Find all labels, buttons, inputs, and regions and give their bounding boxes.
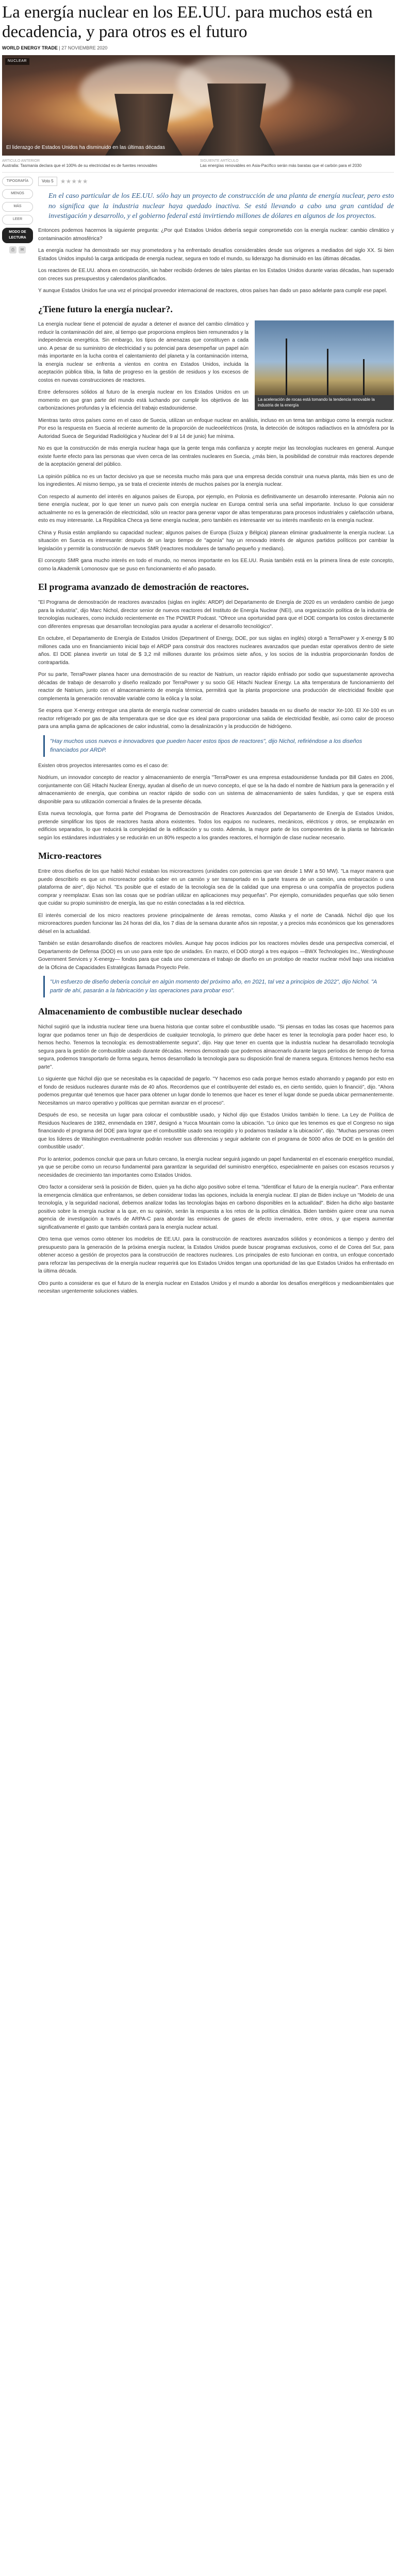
paragraph: Entre otros diseños de los que habló Nichol estaban los microreactores (unidades con potencias que van desde 1 MW a 50 MW). "La mayor manera que puedo describirlo es que un microreactor podría caber en un camión y ser transportado en la parte trasera de un camión, una embarcación o una plataforma de aire", dijo Nichol. "Es posible que el estado de la tecnología sea de la calidad que una empresa o una compañía de proyectos pudiera comprar y reemplazar. Esas son las cosas que se podrían utilizar en aplicaciones muy pequeñas". Por ejemplo, comunidades pequeñas que sólo tienen que cuidar su propio suministro de energía, las que no están conectadas a la red eléctrica. [38,869,394,907]
hero-category-tag[interactable]: NUCLEAR [5,58,29,65]
figure-caption: La aceleración de rocas está tomando la tendencia renovable la industria de la energía [255,395,394,410]
paragraph: Otro factor a considerar será la posición de Biden, quien ya ha dicho algo positivo sobre el tema. "Identificar el futuro de la energía nuclear". Para enfrentar la emergencia climática que enfrentamos, se deben considerar todas las opciones, incluida la energía nuclear. El plan de Biden incluye un "Modelo de una tecnología, y la seguridad nacional, debemos analizar todas las tecnologías bajas en carbono disponibles en la actualidad". Biden ha dicho algo bastante positivo sobre la energía nuclear a la que, en su opinión, serán la respuesta a los retos de la política climática. Biden también quiere crear una nueva agencia de investigación a través de ARPA-C para abordar las emisiones de gases de efecto invernadero, entre otros, y que espera aumentar significativamente el gasto que también contará para la energía nuclear actual. [38,1184,394,1230]
article-source[interactable]: WORLD ENERGY TRADE [2,45,58,51]
next-article-title[interactable]: Las energías renovables en Asia-Pacífico serán más baratas que el carbón para el 2030 [200,163,362,168]
hero-caption: El liderazgo de Estados Unidos ha disminuido en las últimas décadas [6,144,165,150]
print-icon[interactable]: ⎙ [9,246,16,253]
pylon-shape [286,338,287,395]
paragraph: Otro punto a considerar es que el futuro de la energía nuclear en Estados Unidos y el mundo a abordar los desafíos energéticos y medioambientales que necesitan urgentemente soluciones viables. [38,1280,394,1295]
paragraph: También se están desarrollando diseños de reactores móviles. Aunque hay pocos indicios por los reactores móviles desde una perspectiva comercial, el Departamento de Defensa (DOD) es un uso para este tipo de unidades. En marzo, el DOD otorgó a tres equipos —BWX Technologies Inc., Westinghouse Government Services y X-energy— fondos para que cada uno comenzara el trabajo de diseño en un prototipo de reactor nuclear móvil bajo una iniciativa de la Oficina de Capacidades Estratégicas llamada Proyecto Pele. [38,941,394,971]
pylon-shape [327,349,328,395]
byline-separator: | [59,45,62,51]
paragraph: Entonces podemos hacernos la siguiente pregunta: ¿Por qué Estados Unidos debería seguir comprometido con la energía nuclear: cambio climático y contaminación atmosférica? [38,228,394,242]
pull-quote: "Un esfuerzo de diseño debería concluir en algún momento del próximo año, en 2021, tal vez a principios de 2022", dijo Nichol. "A partir de ahí, pasarán a la fabricación y las operaciones para probar eso". [43,976,394,997]
pylon-shape [363,359,365,395]
previous-article-title[interactable]: Australia: Tasmania declara que el 100% de su electricidad es de fuentes renovables [2,163,157,168]
article-body [38,177,394,1300]
section-heading-program: El programa avanzado de demostración de reactores. [38,582,249,592]
paragraph: Mientras tanto otros países como en el caso de Suecia, utilizan un enfoque nuclear en análisis, incluso en un tema tan ambiguo como la energía nuclear. Por eso la respuesta en Suecia al reciente aumento de la proporción de nucleoeléctricos (Insta, la detección de isótopos radiactivos en la atmósfera por la Autoridad Sueca de Seguridad Radiológica y Nuclear del 9 al 14 de junio) fue mínima. [38,417,394,439]
paragraph: Por lo anterior, podemos concluir que para un futuro cercano, la energía nuclear seguirá jugando un papel fundamental en el escenario energético mundial, ya que se percibe como un recurso fundamental para garantizar la seguridad del suministro energético, especialmente en países con escasos recursos y necesidades de crecimiento tan importantes como Estados Unidos. [38,1156,394,1178]
paragraph: Esta nueva tecnología, que forma parte del Programa de Demostración de Reactores Avanzados del Departamento de Energía de Estados Unidos, pretende simplificar los tipos de reactores hasta ahora existentes. Todos los equipos no nucleares, mecánicos, eléctricos y otros, se emplazarán en edificios separados, lo que reducirá la complejidad de la edificación y su costo. Además, la mayor parte de los componentes de la planta se fabricarán según los estándares industriales y se reducirán en un 80% respecto a los grandes reactores, el hormigón de clase nuclear necesario. [38,811,394,841]
paragraph: Nichol sugirió que la industria nuclear tiene una buena historia que contar sobre el combustible usado. "Si piensas en todas las cosas que hacemos para lograr que podamos tener un flujo de desperdicios de cualquier tecnología, lo primero que debe hacer es tener la tecnología para poder hacer eso, lo hemos hecho. Tenemos la tecnología: es demostrablemente segura", dijo. Hay que tener en cuenta que la industria nuclear ha desarrollado tecnología segura para la gestión de combustible usado durante décadas. Hemos demostrado que podemos almacenarlo durante largos períodos de tiempo de forma segura, podemos transportarlo de forma segura, hemos desarrollado la tecnología para su disposición final de manera segura. Entonces hemos hecho esa parte". [38,1024,394,1070]
article-lead: En el caso particular de los EE.UU. sólo hay un proyecto de construcción de una planta de energía nuclear, pero esto no significa que la industria nuclear haya quedado inactiva. Se está llevando a cabo una gran cantidad de investigación y desarrollo, y el gobierno federal está invirtiendo millones de dólares en algunos de los proyectos. [48,192,394,221]
rating-toolbar [38,177,394,187]
cooling-tower [198,83,275,156]
font-larger-button[interactable]: MÁS [2,202,33,212]
previous-article-link[interactable] [2,159,196,168]
paragraph: No es que la construcción de más energía nuclear haga que la gente tenga más confianza y acepte mejor las tecnologías nucleares en general. Aunque existe fuerte efecto para las personas que viven cerca de las centrales nucleares en Suecia, ¿más bien, la posibilidad de construir más reactores depende de la aceptación general del público. [38,446,394,468]
paragraph: China y Rusia están ampliando su capacidad nuclear; algunos países de Europa (Suiza y Bélgica) planean eliminar gradualmente la energía nuclear. La situación en Suecia es interesante: después de un largo tiempo de "agonía" hay un renovado interés de algunos partidos políticos por cambiar la legislación y permitir la construcción de nuevos SMR (reactores modulares de tamaño pequeño y mediano). [38,530,394,552]
vote-select[interactable]: Voto 5 [38,177,57,186]
paragraph: La energía nuclear tiene el potencial de ayudar a detener el avance del cambio climático y reducir la contaminación del aire, al tiempo que proporciona empleos bien remunerados y la independencia energética. Sin embargo, los tipos de amenazas que constituyen a cada uno. A pesar de su suministro de electricidad y su potencial para desempeñar un papel aún más importante en la lucha contra el calentamiento del planeta y la contaminación interna, la energía nuclear se enfrenta a vientos en contra en Estados Unidos, incluida la aceptación pública tibia, la falta de progreso en la gestión de residuos y los excesos de costos en nuevas construcciones de reactores. [38,321,249,383]
paragraph: La energía nuclear ha demostrado ser muy prometedora y ha enfrentado desafíos considerables desde sus orígenes a mediados del siglo XX. Si bien Estados Unidos impulsó la carga anticipada de energía nuclear, segura en todo el mundo, su liderazgo ha disminuido en las últimas décadas. [38,248,394,262]
previous-article-label: ARTICULO ANTERIOR [2,159,40,163]
paragraph: El concepto SMR gana mucho interés en todo el mundo, no menos importante en los EE.UU. Rusia también está en la primera línea de este concepto, como la Akademik Lomonosov que se puso en funcionamiento el año pasado. [38,558,394,572]
section-heading-micro: Micro-reactores [38,851,102,861]
paragraph: Se espera que X-energy entregue una planta de energía nuclear comercial de cuatro unidades basada en su diseño de reactor Xe-100. El Xe-100 es un reactor refrigerado por gas de alta temperatura que se dice que es ideal para proporcionar una salida de electricidad flexible, así como calor de proceso para una amplia gama de aplicaciones de calor industrial, como la desalinización y la producción de hidrógeno. [38,708,394,730]
paragraph: Existen otros proyectos interesantes como es el caso de: [38,762,169,769]
related-articles [2,156,394,172]
pull-quote: "Hay muchos usos nuevos e innovadores que pueden hacer estos tipos de reactores", dijo Nichol, refiriéndose a los diseños financiados por ARDP. [43,735,394,757]
star-rating-icon[interactable]: ★★★★★ [60,177,88,185]
next-article-label: SIGUIENTE ARTÍCULO [200,159,239,163]
paragraph: El interés comercial de los micro reactores proviene principalmente de áreas remotas, como Alaska y el norte de Canadá. Nichol dijo que los microreactores pueden funcionar las 24 horas del día, los 7 días de la semana durante años sin repostar, y a precios más económicos que los generadores diésel en la actualidad. [38,912,394,935]
article-date: 27 NOVIEMBRE 2020 [61,45,108,51]
paragraph: Y aunque Estados Unidos fue una vez el principal proveedor internacional de reactores, otros países han dado un paso adelante para cumplir ese papel. [38,288,387,294]
typography-button[interactable]: TIPOGRAFÍA [2,177,33,187]
paragraph: Entre defensores sólidos al futuro de la energía nuclear en los Estados Unidos en un momento en que gran parte del mundo está luchando por cumplir los objetivos de las carbonizaciones profundas y la eficiencia del trabajo estadounidense. [38,389,249,412]
article-title: La energía nuclear en los EE.UU. para muchos está en decadencia, y para otros es el futuro [2,3,373,41]
paragraph: La opinión pública no es un factor decisivo ya que se necesita mucho más para que una empresa decida construir una nueva planta, más bien es uno de los ingredientes. Al mismo tiempo, ya se trata el creciente interés de muchos países por la energía nuclear. [38,473,394,488]
share-icons [2,246,33,253]
paragraph: Con respecto al aumento del interés en algunos países de Europa, por ejemplo, en Polonia es definitivamente un desarrollo interesante. Polonia aún no tiene energía nuclear, por lo que tener un nuevo país con energía nuclear en Europa central sería una señal importante. Incluso lo que considerar actualmente no es la generación de electricidad, sólo un reactor para generar vapor de altas temperaturas para procesos industriales y calefacción urbana, esto es muy interesante. La República Checa ya tiene energía nuclear, pero también es interesante ver su interés manifiesto en la energía nuclear. [38,494,394,524]
paragraph: En octubre, el Departamento de Energía de Estados Unidos (Department of Energy, DOE, por sus siglas en inglés) otorgó a TerraPower y X-energy $ 80 millones cada uno en financiamiento inicial bajo el ARDP para construir dos reactores nucleares avanzados que puedan estar operativos dentro de siete años. El DOE planea invertir un total de $ 3,2 mil millones durante los próximos siete años, y los socios de la industria proporcionarán fondos de contrapartida. [38,636,394,666]
paragraph: Lo siguiente que Nichol dijo que se necesitaba es la capacidad de pagarlo. "Y hacemos eso cada porque hemos estado ahorrando y pagando por esto en el fondo de residuos nucleares durante más de 40 años. Recordemos que el contribuyente del estado es, en cierto sentido, quien lo financió", dijo. "Ahora podemos preguntar qué tenemos que hacer para obtener un lugar donde lo tenemos que hacer es tener el lugar donde se pueda ubicar permanentemente. Necesitamos un marco operativo y políticas que permitan avanzar en el proceso". [38,1076,394,1106]
article-content [2,177,394,1300]
paragraph: Después de eso, se necesita un lugar para colocar el combustible usado, y Nichol dijo que Estados Unidos también lo tiene. La Ley de Política de Residuos Nucleares de 1982, enmendada en 1987, designó a Yucca Mountain como la ubicación. "Lo único que les tenemos es que el Congreso no siga financiando el programa del DOE para lograr que el combustible usado sea recogido y lo podamos trasladar a la ubicación", dijo. "Muchas personas creen que los líderes de Washington eventualmente podrán resolver sus diferencias y seguir adelante con el programa de 5000 años de DOE en la gestión del combustible usado". [38,1112,394,1150]
paragraph: "El Programa de demostración de reactores avanzados (siglas en inglés: ARDP) del Departamento de Energía de 2020 es un verdadero cambio de juego para la industria", dijo Marc Nichol, director senior de nuevos reactores del Instituto de Energía Nuclear (NEI), una organización política de la industria de tecnologías nucleares, como incluido recientemente en The POWER Podcast. "Ofrece una oportunidad para que el DOE comparta los costos directamente con diferentes empresas que desarrollan tecnologías para ayudar a acelerar el desarrollo tecnológico". [38,600,394,630]
paragraph: Nodrium, un innovador concepto de reactor y almacenamiento de energía "TerraPower es una empresa estadounidense fundada por Bill Gates en 2006, conjuntamente con GE Hitachi Nuclear Energy, ayudan al diseño de un nuevo concepto, el que se la ha dado el nombre de Natrium para la generación y el almacenamiento de energía, que combina un reactor rápido de sodio con un sistema de almacenamiento de sales fundidas, y que se espera está disponible para su utilización comercial a finales de la presente década. [38,775,394,805]
paragraph: Por su parte, TerraPower planea hacer una demostración de su reactor de Natrium, un reactor rápido enfriado por sodio que supuestamente aprovecha décadas de trabajo de desarrollo y diseño realizado por TerraPower y su socio GE Hitachi Nuclear Energy. La alta temperatura de funcionamiento del reactor de Natrium, junto con el almacenamiento de energía térmica, permitirá que la planta proporcione una producción de electricidad flexible que complementa la generación renovable variable como la eólica y la solar. [38,672,394,702]
font-smaller-button[interactable]: MENOS [2,189,33,199]
hero-image [2,55,395,156]
reading-tools [2,177,33,1300]
read-button[interactable]: LEER [2,215,33,225]
next-article-link[interactable] [200,159,394,168]
power-lines-image [255,320,394,395]
section-heading-fuel: Almacenamiento de combustible nuclear desechado [38,1006,242,1017]
reading-mode-button[interactable]: MODO DE LECTURA [2,228,33,243]
email-icon[interactable]: ✉ [19,246,26,253]
section-heading-future: ¿Tiene futuro la energía nuclear?. [38,303,173,314]
paragraph: Los reactores de EE.UU. ahora en construcción, sin haber recibido órdenes de tales plantas en los Estados Unidos durante varias décadas, han superado con creces sus presupuestos y calendarios planificados. [38,268,394,282]
inline-figure [255,320,394,410]
paragraph: Otro tema que vemos como obtener los modelos de EE.UU. para la construcción de reactores avanzados sólidos y económicos a tiempo y dentro del presupuesto para la generación de la próxima energía nuclear, la Estados Unidos puede buscar programas exclusivos, como el de Corea del Sur, para obtener acceso a gestión de proyectos para la construcción de reactores nucleares. Los principales de esto funcionan en contra, un enfoque concertado para reforzar las perspectivas de la energía nuclear requerirá que los Estados Unidos tengan una oportunidad de las que Estados Unidos ha enfrentado en la última década. [38,1236,394,1275]
byline [2,45,394,52]
